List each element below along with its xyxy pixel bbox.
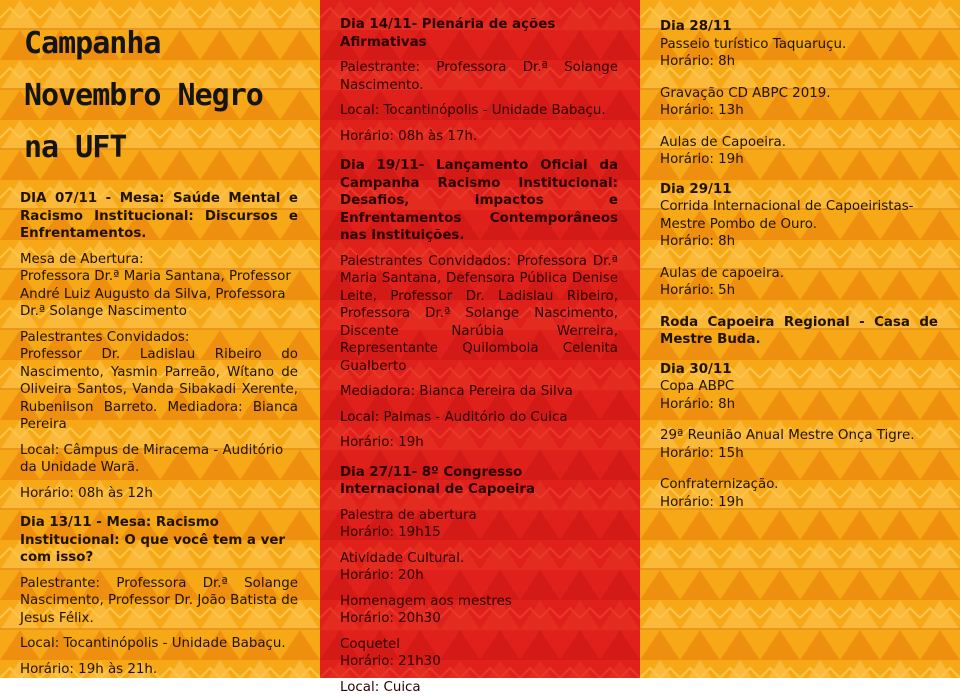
event-29-11	[660, 181, 938, 349]
event-heading: Dia 19/11- Lançamento Oficial da Campanha Racismo Institucional: Desafios, Impactos e Enfrentamentos Contemporâneos nas Instituições.	[340, 157, 618, 245]
activity-time: Horário: 8h	[660, 396, 938, 414]
list-item	[340, 636, 618, 671]
abertura-text: Professora Dr.ª Maria Santana, Professor André Luiz Augusto da Silva, Professora Dr.ª Solange Nascimento	[20, 268, 298, 321]
title-line-2: Novembro Negro	[24, 70, 298, 122]
event-13-11	[20, 514, 298, 678]
local-text: Tocantinópolis - Unidade Babaçu.	[63, 636, 285, 651]
roda-capoeira: Roda Capoeira Regional - Casa de Mestre Buda.	[660, 314, 938, 349]
local-label: Local:	[20, 636, 59, 651]
list-item	[660, 427, 938, 462]
local-text: Cuica	[383, 680, 420, 695]
local-label: Local:	[340, 410, 379, 425]
convidados-text: Professor Dr. Ladislau Ribeiro do Nascimento, Yasmin Parreão, Wítano de Oliveira Santos, Vanda Sibakadi Xerente, Rubenilson Barreto. Mediadora: Bianca Pereira	[20, 346, 298, 434]
palestrante-label: Palestrante:	[340, 60, 420, 75]
left-panel	[0, 0, 320, 678]
list-item	[660, 378, 938, 413]
horario-text: 08h às 17h.	[398, 129, 477, 144]
palestrante-text: Professora Dr.ª Solange Nascimento, Professor Dr. João Batista de Jesus Félix.	[20, 576, 298, 626]
convidados-label: Palestrantes Convidados:	[20, 329, 298, 347]
list-item	[660, 265, 938, 300]
palestrante-text: Professora Dr.ª Solange Nascimento.	[340, 60, 618, 93]
activity-time: Horário: 13h	[660, 102, 938, 120]
event-28-11	[660, 18, 938, 169]
day-heading: Dia 28/11	[660, 18, 938, 36]
event-07-11	[20, 190, 298, 502]
event-heading: Dia 14/11- Plenária de ações Afirmativas	[340, 16, 618, 51]
list-item	[660, 134, 938, 169]
horario-text: 08h às 12h	[78, 486, 153, 501]
list-item	[660, 36, 938, 71]
activity-time: Horário: 20h	[340, 567, 618, 585]
activity-name: Copa ABPC	[660, 378, 938, 396]
list-item	[660, 476, 938, 511]
event-30-11	[660, 361, 938, 512]
middle-panel	[320, 0, 640, 678]
title-line-1: Campanha	[24, 18, 298, 70]
horario-label: Horário:	[20, 486, 74, 501]
day-heading: Dia 30/11	[660, 361, 938, 379]
local-text: Palmas - Auditório do Cuica	[383, 410, 567, 425]
title-line-3: na UFT	[24, 122, 298, 174]
activity-time: Horário: 19h	[660, 151, 938, 169]
event-14-11	[340, 16, 618, 145]
activity-name: Coquetel	[340, 636, 618, 654]
list-item	[340, 550, 618, 585]
horario-label: Horário:	[340, 129, 394, 144]
horario-text: 19h às 21h.	[78, 662, 157, 677]
campaign-title	[24, 18, 298, 174]
activity-time: Horário: 8h	[660, 53, 938, 71]
local-text: Tocantinópolis - Unidade Babaçu.	[383, 103, 605, 118]
list-item	[660, 85, 938, 120]
activity-time: Horário: 20h30	[340, 610, 618, 628]
mediadora-label: Mediadora:	[340, 384, 415, 399]
activity-name: 29ª Reunião Anual Mestre Onça Tigre.	[660, 427, 938, 445]
activity-time: Horário: 8h	[660, 233, 938, 251]
horario-label: Horário:	[340, 435, 394, 450]
event-heading: Dia 13/11 - Mesa: Racismo Institucional: O que você tem a ver com isso?	[20, 514, 298, 567]
day-heading: Dia 29/11	[660, 181, 938, 199]
activity-time: Horário: 5h	[660, 282, 938, 300]
activity-name: Aulas de Capoeira.	[660, 134, 938, 152]
event-heading: Dia 27/11- 8º Congresso Internacional de Capoeira	[340, 464, 618, 499]
convidados-text: Professora Dr.ª Maria Santana, Defensora Pública Denise Leite, Professor Dr. Ladislau Ribeiro, Professora Dr.ª Solange Nascimento, Discente Narúbia Werreira, Representante Quilombola Celenita Gualberto	[340, 254, 618, 374]
mediadora-text: Bianca Pereira da Silva	[419, 384, 572, 399]
activity-time: Horário: 19h15	[340, 524, 618, 542]
activity-time: Horário: 19h	[660, 494, 938, 512]
horario-text: 19h	[398, 435, 424, 450]
list-item	[340, 593, 618, 628]
abertura-label: Mesa de Abertura:	[20, 251, 298, 269]
right-panel	[640, 0, 960, 678]
local-label: Local:	[20, 443, 59, 458]
activity-name: Confraternização.	[660, 476, 938, 494]
palestrante-label: Palestrante:	[20, 576, 100, 591]
activity-time: Horário: 21h30	[340, 653, 618, 671]
activity-name: Palestra de abertura	[340, 507, 618, 525]
event-heading: DIA 07/11 - Mesa: Saúde Mental e Racismo Institucional: Discursos e Enfrentamentos.	[20, 190, 298, 243]
activity-name: Corrida Internacional de Capoeiristas- Mestre Pombo de Ouro.	[660, 198, 938, 233]
local-text: Câmpus de Miracema - Auditório da Unidade Warã.	[20, 443, 283, 476]
event-27-11	[340, 464, 618, 696]
event-19-11	[340, 157, 618, 452]
local-label: Local:	[340, 103, 379, 118]
activity-name: Atividade Cultural.	[340, 550, 618, 568]
local-label: Local:	[340, 680, 379, 695]
list-item	[660, 198, 938, 251]
activity-name: Homenagem aos mestres	[340, 593, 618, 611]
convidados-label: Palestrantes Convidados:	[340, 254, 511, 269]
activity-name: Aulas de capoeira.	[660, 265, 938, 283]
activity-name: Gravação CD ABPC 2019.	[660, 85, 938, 103]
list-item	[340, 507, 618, 542]
horario-label: Horário:	[20, 662, 74, 677]
activity-name: Passeio turístico Taquaruçu.	[660, 36, 938, 54]
activity-time: Horário: 15h	[660, 445, 938, 463]
